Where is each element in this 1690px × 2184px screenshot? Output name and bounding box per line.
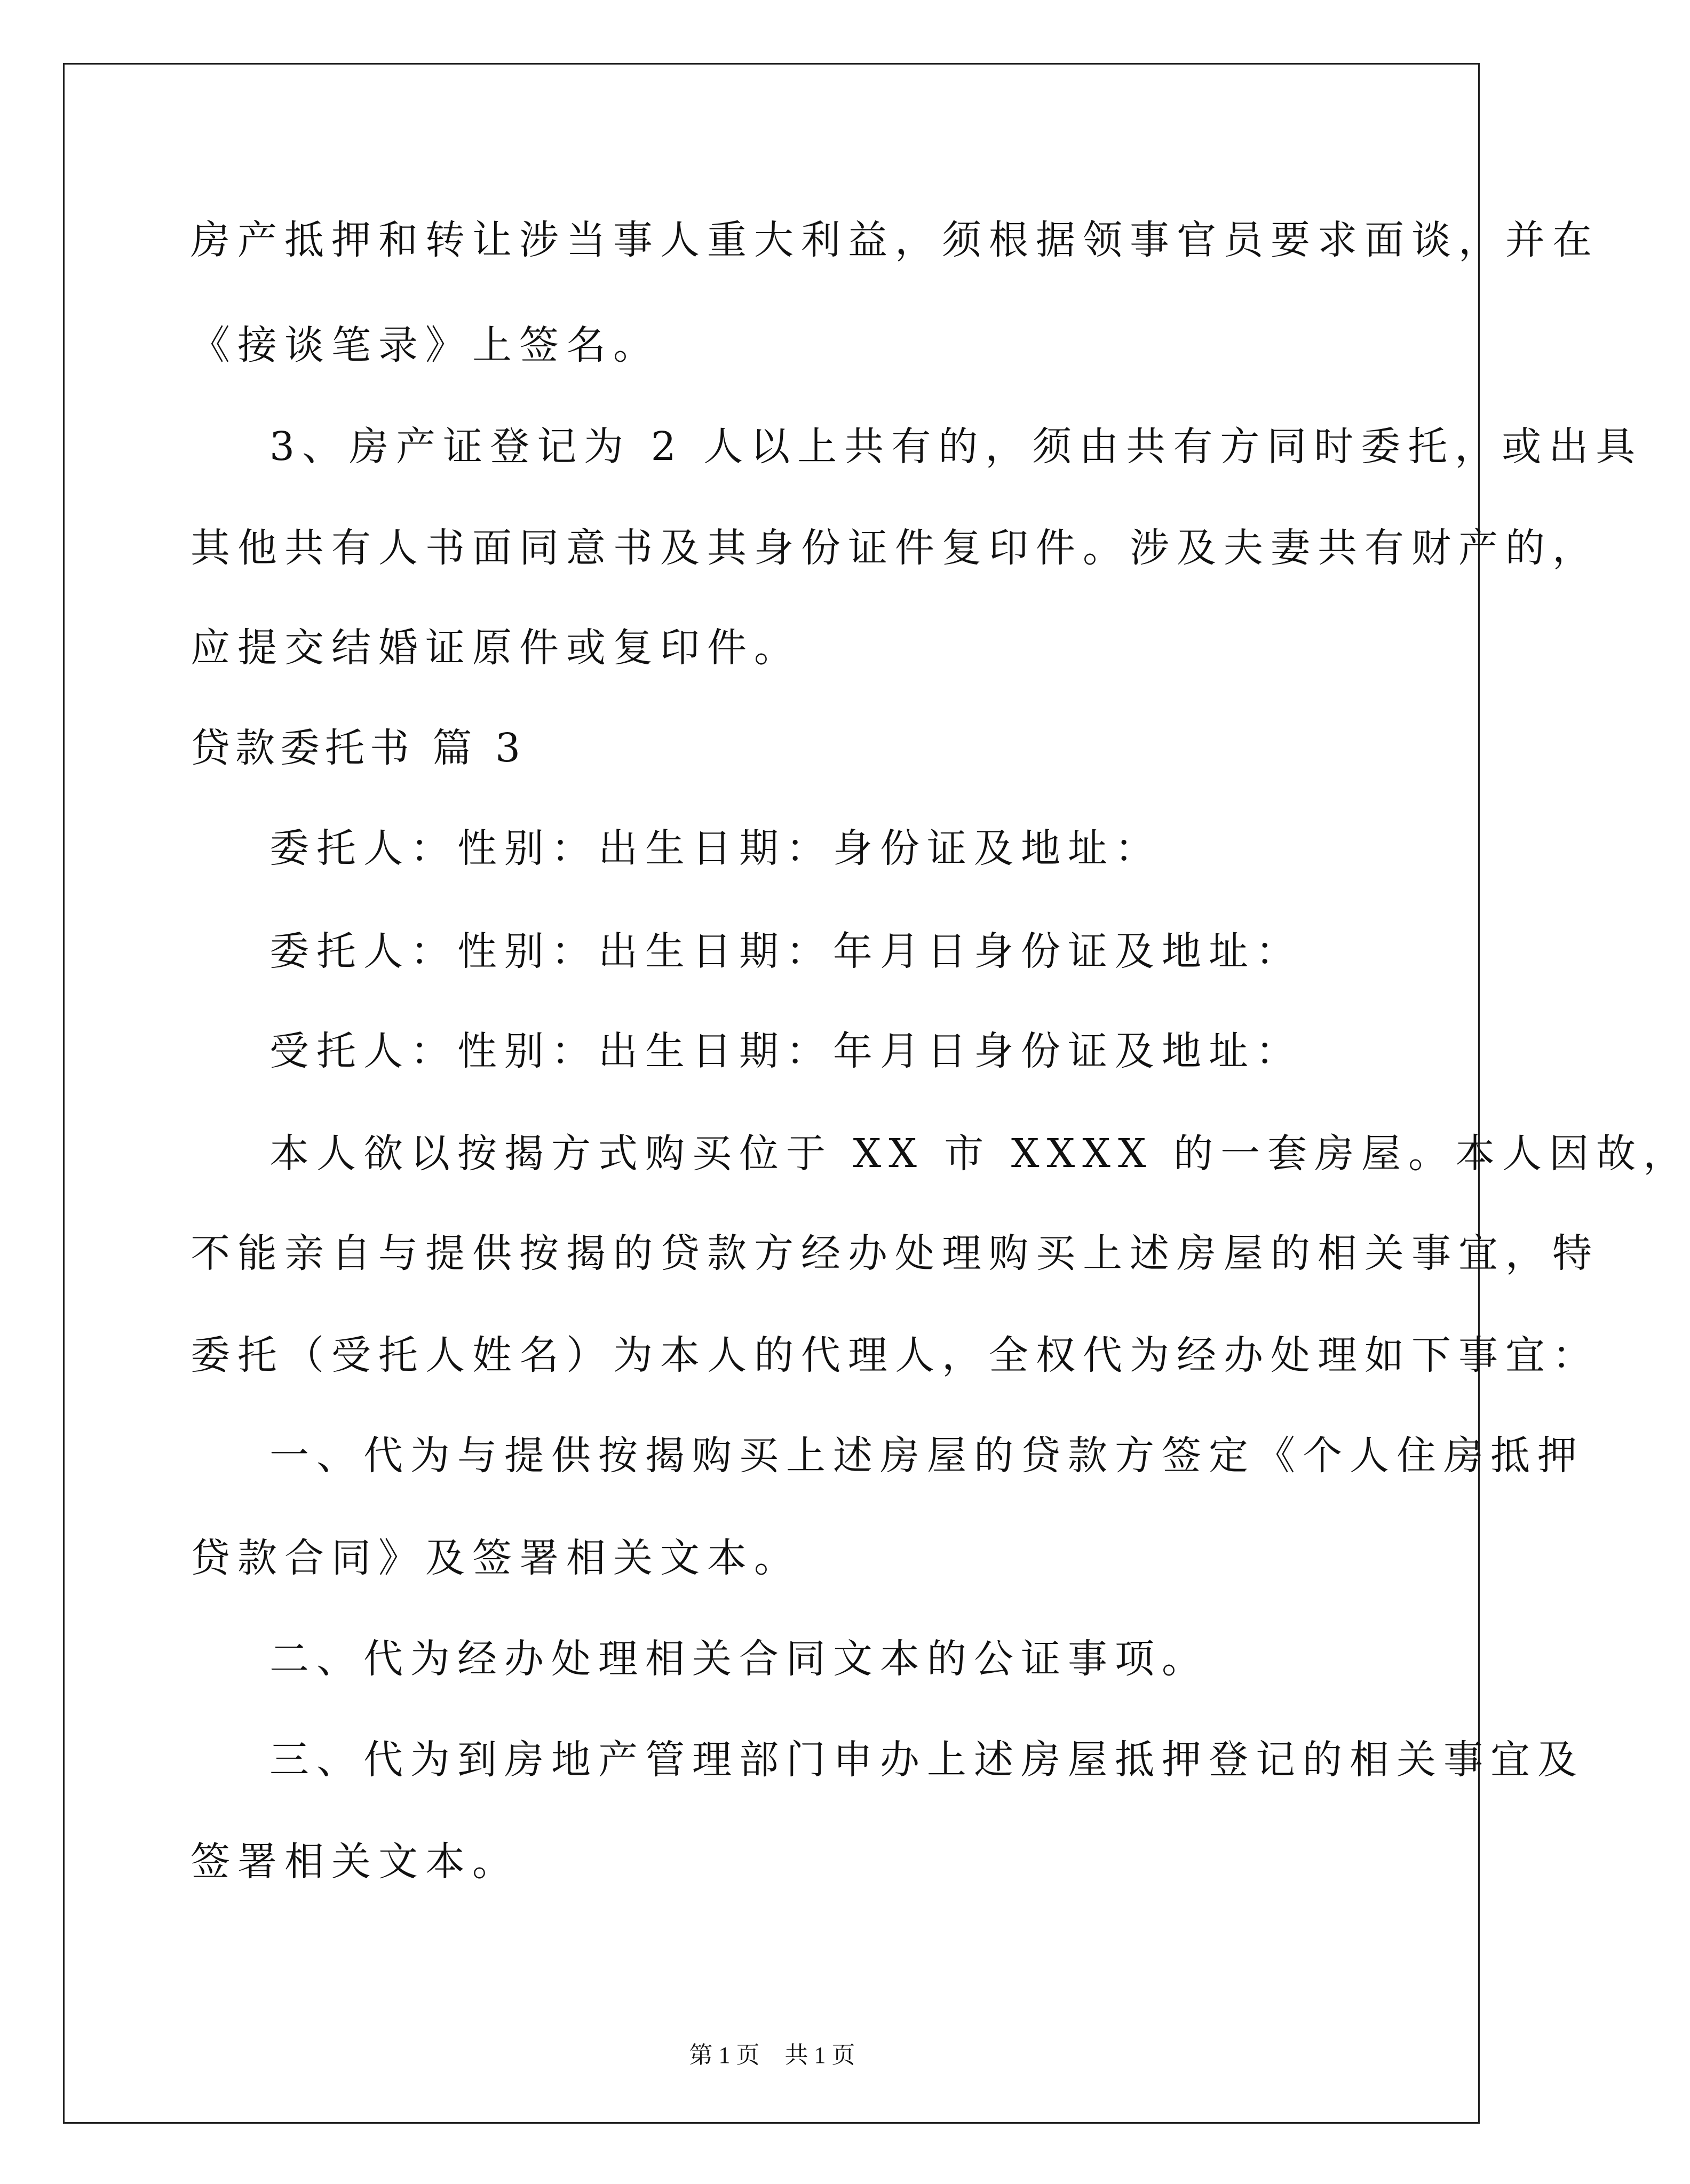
paragraph-line: 委托人：性别：出生日期：身份证及地址：	[269, 825, 1162, 871]
page-total: 共 1 页	[784, 2042, 855, 2068]
paragraph-line: 一、代为与提供按揭购买上述房屋的贷款方签定《个人住房抵押	[269, 1433, 1584, 1479]
section-heading: 贷款委托书 篇 3	[191, 725, 526, 771]
page-number: 第 1 页	[689, 2042, 760, 2068]
paragraph-line: 签署相关文本。	[191, 1839, 519, 1885]
paragraph-line: 不能亲自与提供按揭的贷款方经办处理购买上述房屋的相关事宜，特	[191, 1230, 1599, 1276]
paragraph-line: 三、代为到房地产管理部门申办上述房屋抵押登记的相关事宜及	[269, 1737, 1584, 1783]
paragraph-line: 本人欲以按揭方式购买位于 XX 市 XXXX 的一套房屋。本人因故，	[269, 1131, 1690, 1177]
paragraph-line: 二、代为经办处理相关合同文本的公证事项。	[269, 1636, 1209, 1682]
paragraph-line: 委托（受托人姓名）为本人的代理人，全权代为经办处理如下事宜：	[191, 1332, 1599, 1378]
paragraph-line: 《接谈笔录》上签名。	[191, 322, 660, 368]
paragraph-line: 3、房产证登记为 2 人以上共有的，须由共有方同时委托，或出具	[269, 424, 1643, 470]
paragraph-line: 受托人：性别：出生日期：年月日身份证及地址：	[269, 1028, 1303, 1074]
paragraph-line: 贷款合同》及签署相关文本。	[191, 1535, 801, 1581]
page-border	[63, 63, 1480, 2124]
paragraph-line: 委托人：性别：出生日期：年月日身份证及地址：	[269, 928, 1303, 974]
paragraph-line: 应提交结婚证原件或复印件。	[191, 625, 801, 671]
paragraph-line: 其他共有人书面同意书及其身份证件复印件。涉及夫妻共有财产的，	[191, 525, 1599, 571]
paragraph-line: 房产抵押和转让涉当事人重大利益，须根据领事官员要求面谈，并在	[191, 217, 1599, 263]
page-footer	[0, 2036, 1544, 2070]
